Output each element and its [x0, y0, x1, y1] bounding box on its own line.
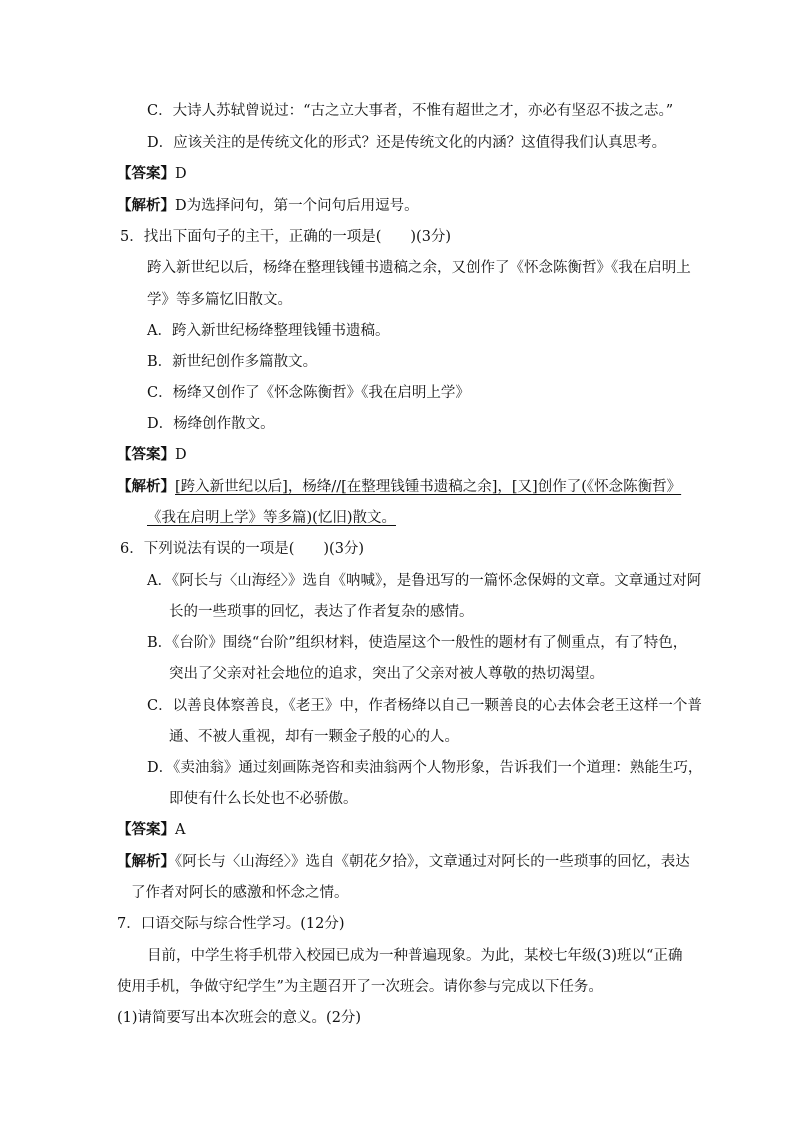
answer-value: A — [175, 822, 186, 838]
q7-stem: 7．口语交际与综合性学习。(12分) — [117, 916, 345, 932]
q6-option-c-line1: C．以善良体察善良，《老王》中，作者杨绛以自己一颗善良的心去体会老王这样一个普 — [147, 698, 702, 714]
q5-answer — [117, 445, 187, 465]
q6-option-d-line1: D．《卖油翁》通过刻画陈尧咨和卖油翁两个人物形象，告诉我们一个道理：熟能生巧， — [147, 760, 703, 776]
analysis-label: 【解析】 — [117, 853, 175, 870]
analysis-text: D为选择问句，第一个问句后用逗号。 — [175, 198, 419, 214]
q5-analysis-line1 — [117, 477, 681, 497]
q6-analysis-line2: 了作者对阿长的感激和怀念之情。 — [131, 885, 349, 901]
q6-option-d-line2: 即使有什么长处也不必骄傲。 — [169, 791, 358, 807]
q6-option-b-line2: 突出了父亲对社会地位的追求，突出了父亲对被人尊敬的热切渴望。 — [169, 666, 604, 682]
analysis-text: 《阿长与〈山海经〉》选自《朝花夕拾》，文章通过对阿长的一些琐事的回忆，表达 — [175, 854, 690, 870]
q7-intro-line1: 目前，中学生将手机带入校园已成为一种普遍现象。为此，某校七年级(3)班以“正确 — [147, 948, 683, 964]
q6-option-c-line2: 通、不被人重视，却有一颗金子般的心的人。 — [169, 729, 459, 745]
q4-answer — [117, 164, 187, 184]
q5-option-a: A．跨入新世纪杨绛整理钱锺书遗稿。 — [147, 323, 390, 339]
q4-option-d: D．应该关注的是传统文化的形式？还是传统文化的内涵？这值得我们认真思考。 — [147, 135, 667, 151]
answer-value: D — [175, 447, 187, 463]
answer-value: D — [175, 166, 187, 182]
q7-intro-line2: 使用手机，争做守纪学生”为主题召开了一次班会。请你参与完成以下任务。 — [117, 979, 603, 995]
q5-sentence-line2: 学》等多篇忆旧散文。 — [147, 292, 292, 308]
answer-label: 【答案】 — [117, 165, 175, 182]
q5-stem: 5．找出下面句子的主干，正确的一项是( )(3分) — [120, 229, 452, 245]
q7-sub1: (1)请简要写出本次班会的意义。(2分) — [117, 1010, 362, 1026]
q6-option-b-line1: B．《台阶》围绕“台阶”组织材料，使造屋这个一般性的题材有了侧重点，有了特色， — [147, 635, 688, 651]
q5-option-d: D．杨绛创作散文。 — [147, 416, 275, 432]
q6-option-a-line2: 长的一些琐事的回忆，表达了作者复杂的感情。 — [169, 604, 474, 620]
answer-label: 【答案】 — [117, 821, 175, 838]
q6-option-a-line1: A．《阿长与〈山海经〉》选自《呐喊》，是鲁迅写的一篇怀念保姆的文章。文章通过对阿 — [147, 573, 702, 589]
analysis-label: 【解析】 — [117, 478, 175, 495]
analysis-text: [跨入新世纪以后]，杨绛//[在整理钱锺书遗稿之余]，[又]创作了(《怀念陈衡哲》 — [175, 479, 682, 495]
q5-option-c: C．杨绛又创作了《怀念陈衡哲》《我在启明上学》 — [147, 385, 470, 401]
q5-option-b: B．新世纪创作多篇散文。 — [147, 354, 318, 370]
q6-stem: 6．下列说法有误的一项是( )(3分) — [120, 541, 365, 557]
analysis-label: 【解析】 — [117, 197, 175, 214]
answer-label: 【答案】 — [117, 446, 175, 463]
q6-answer — [117, 820, 185, 840]
q6-analysis-line1 — [117, 852, 690, 872]
q4-option-c: C．大诗人苏轼曾说过：“古之立大事者，不惟有超世之才，亦必有坚忍不拔之志。” — [147, 103, 674, 119]
q4-analysis — [117, 196, 419, 216]
q5-sentence-line1: 跨入新世纪以后，杨绛在整理钱锺书遗稿之余，又创作了《怀念陈衡哲》《我在启明上 — [147, 260, 691, 276]
q5-analysis-line2: 《我在启明上学》等多篇)(忆旧)散文。 — [147, 510, 396, 526]
